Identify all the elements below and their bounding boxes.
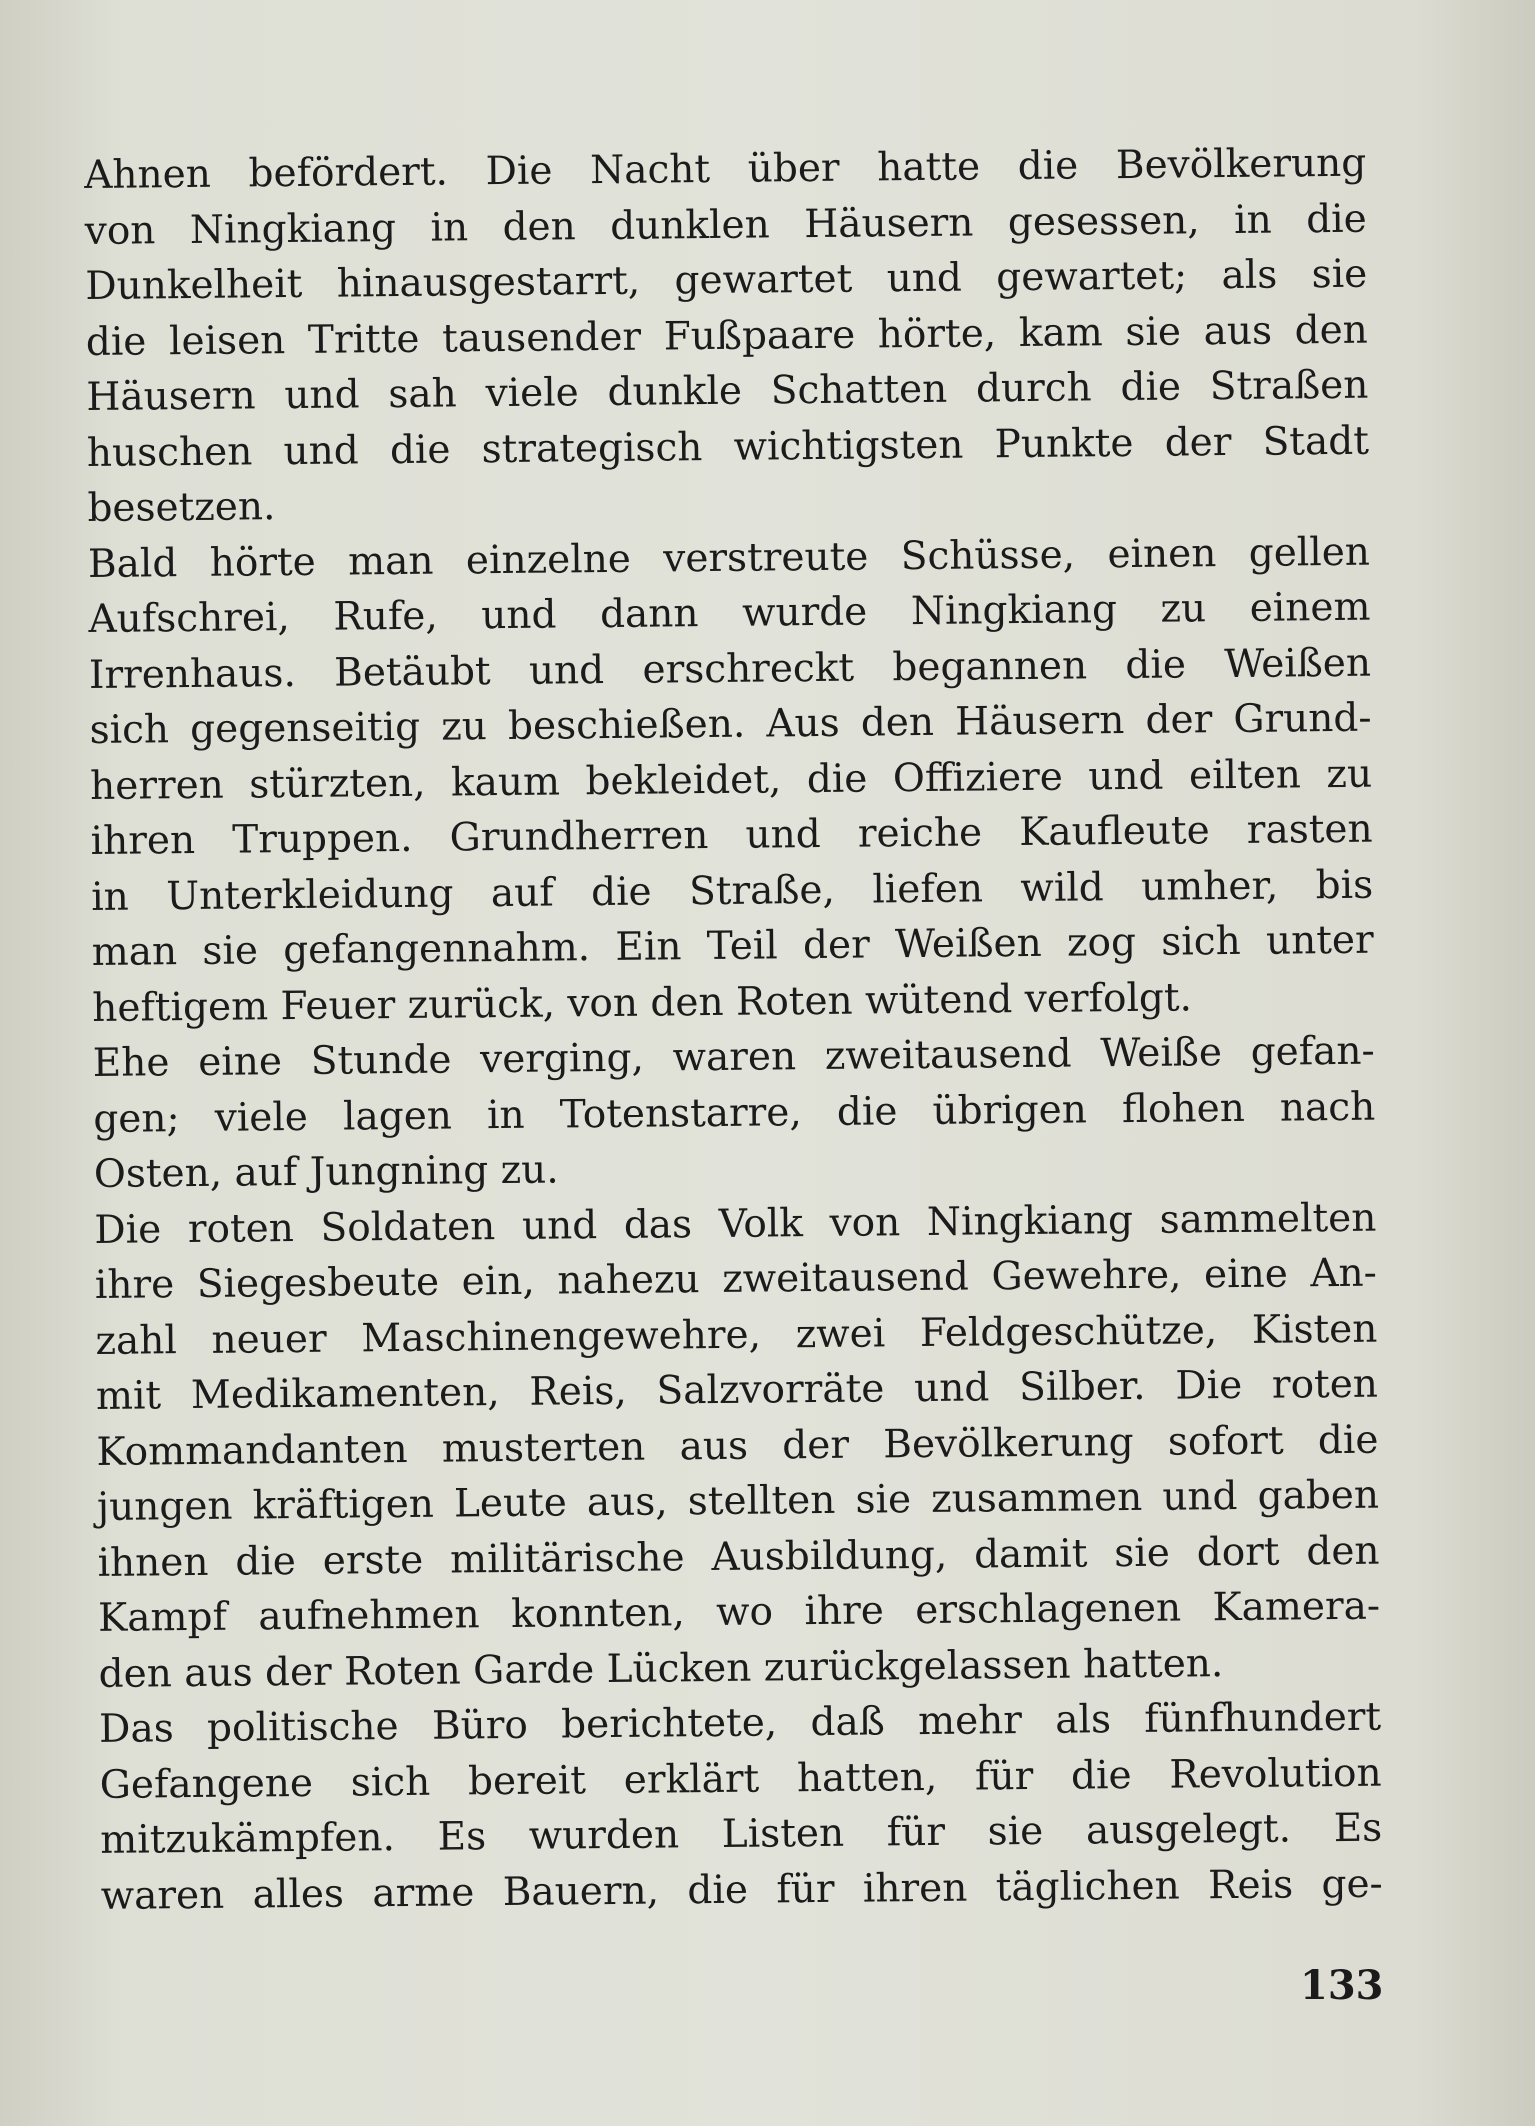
text-line: Osten, auf Jungning zu. [93, 1147, 559, 1197]
text-line: ihnen die erste militärische Ausbildung, damit sie dort den [97, 1528, 1380, 1586]
text-line: Ehe eine Stunde verging, waren zweitausend Weiße gefan- [92, 1028, 1375, 1086]
text-line: man sie gefangennahm. Ein Teil der Weißen zog sich unter [91, 917, 1374, 975]
body-text [84, 136, 1383, 1924]
text-line: ihre Siegesbeute ein, nahezu zweitausend Gewehre, eine An- [94, 1250, 1378, 1308]
text-line: jungen kräftigen Leute aus, stellten sie zusammen und gaben [96, 1472, 1380, 1530]
text-line: heftigem Feuer zurück, von den Roten wütend verfolgt. [92, 974, 1193, 1031]
text-line: Kampf aufnehmen konnten, wo ihre erschlagenen Kamera- [97, 1583, 1381, 1641]
text-line: in Unterkleidung auf die Straße, liefen wild umher, bis [90, 862, 1374, 920]
text-line: Dunkelheit hinausgestarrt, gewartet und gewartet; als sie [85, 251, 1368, 309]
page-number: 133 [1300, 1962, 1384, 2009]
text-line: Aufschrei, Rufe, und dann wurde Ningkiang zu einem [88, 584, 1371, 642]
text-line: herren stürzten, kaum bekleidet, die Offiziere und eilten zu [89, 751, 1373, 809]
text-line: huschen und die strategisch wichtigsten Punkte der Stadt [86, 418, 1370, 476]
text-line: sich gegenseitig zu beschießen. Aus den Häusern der Grund- [89, 695, 1372, 753]
text-line: mit Medikamenten, Reis, Salzvorräte und Silber. Die roten [95, 1361, 1379, 1419]
text-line: die leisen Tritte tausender Fußpaare hörte, kam sie aus den [85, 307, 1369, 365]
text-line: Kommandanten musterten aus der Bevölkerung sofort die [96, 1417, 1379, 1475]
text-line: Irrenhaus. Betäubt und erschreckt begannen die Weißen [88, 640, 1372, 698]
text-line: Häusern und sah viele dunkle Schatten durch die Straßen [86, 362, 1369, 420]
text-line: waren alles arme Bauern, die für ihren täglichen Reis ge- [100, 1861, 1383, 1919]
text-line: Die roten Soldaten und das Volk von Ningkiang sammelten [94, 1195, 1377, 1253]
text-line: mitzukämpfen. Es wurden Listen für sie ausgelegt. Es [100, 1805, 1383, 1863]
text-line: Gefangene sich bereit erklärt hatten, für die Revolution [99, 1750, 1382, 1808]
text-line: zahl neuer Maschinengewehre, zwei Feldgeschütze, Kisten [95, 1306, 1378, 1364]
text-line: Ahnen befördert. Die Nacht über hatte die Bevölkerung [84, 140, 1367, 198]
text-line: gen; viele lagen in Totenstarre, die übrigen flohen nach [93, 1084, 1376, 1142]
text-line: von Ningkiang in den dunklen Häusern gesessen, in die [84, 196, 1367, 254]
text-line: besetzen. [87, 484, 276, 531]
text-line: Das politische Büro berichtete, daß mehr als fünfhundert [98, 1694, 1382, 1752]
text-line: den aus der Roten Garde Lücken zurückgelassen hatten. [98, 1640, 1224, 1697]
text-line: Bald hörte man einzelne verstreute Schüsse, einen gellen [87, 529, 1371, 587]
text-line: ihren Truppen. Grundherren und reiche Kaufleute rasten [90, 806, 1373, 864]
